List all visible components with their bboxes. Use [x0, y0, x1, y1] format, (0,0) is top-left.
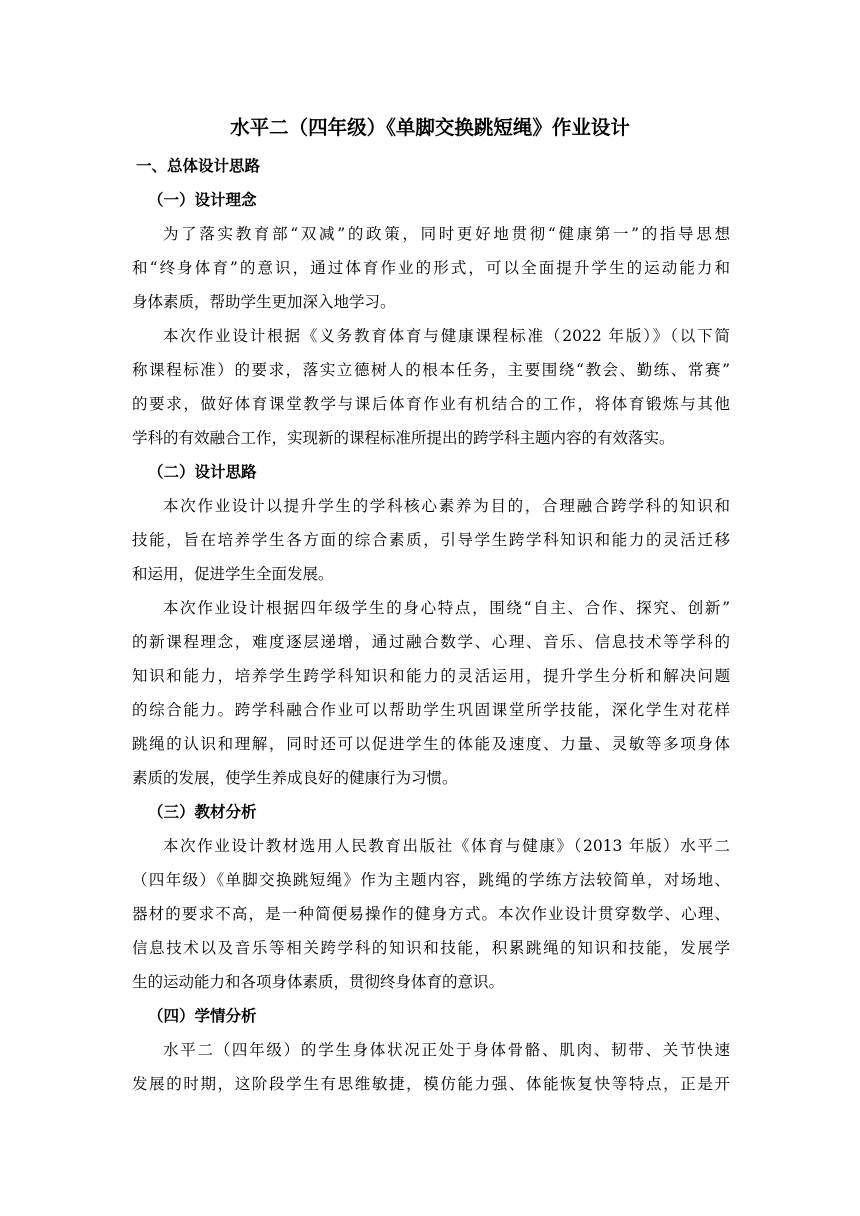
- subsection-heading-material-analysis: （三）教材分析: [148, 803, 257, 821]
- paragraph-line: 器材的要求不高，是一种简便易操作的健身方式。本次作业设计贯穿数学、心理、: [132, 905, 730, 923]
- subsection-heading-design-concept: （一）设计理念: [148, 191, 257, 209]
- paragraph-line: 的综合能力。跨学科融合作业可以帮助学生巩固课堂所学技能，深化学生对花样: [132, 701, 730, 719]
- paragraph-line: 为了落实教育部“双减”的政策，同时更好地贯彻“健康第一”的指导思想: [163, 225, 730, 243]
- document-title: 水平二（四年级）《单脚交换跳短绳》作业设计: [230, 116, 630, 139]
- paragraph-line: 称课程标准）的要求，落实立德树人的根本任务，主要围绕“教会、勤练、常赛”: [132, 361, 730, 379]
- subsection-heading-design-approach: （二）设计思路: [148, 463, 257, 481]
- paragraph-line: 本次作业设计教材选用人民教育出版社《体育与健康》（2013 年版）水平二: [163, 837, 730, 855]
- paragraph-line: 的新课程理念，难度逐层递增，通过融合数学、心理、音乐、信息技术等学科的: [132, 633, 730, 651]
- paragraph-line: 水平二（四年级）的学生身体状况正处于身体骨骼、肌肉、韧带、关节快速: [163, 1041, 730, 1059]
- paragraph-line: 技能，旨在培养学生各方面的综合素质，引导学生跨学科知识和能力的灵活迁移: [132, 531, 730, 549]
- paragraph-line: 知识和能力，培养学生跨学科知识和能力的灵活运用，提升学生分析和解决问题: [132, 667, 730, 685]
- paragraph-line: 和运用，促进学生全面发展。: [132, 565, 334, 583]
- paragraph-line: 生的运动能力和各项身体素质，贯彻终身体育的意识。: [132, 973, 505, 991]
- subsection-heading-learner-analysis: （四）学情分析: [148, 1007, 257, 1025]
- paragraph-line: 身体素质，帮助学生更加深入地学习。: [132, 293, 396, 311]
- paragraph-line: 的要求，做好体育课堂教学与课后体育作业有机结合的工作，将体育锻炼与其他: [132, 395, 730, 413]
- paragraph-line: 信息技术以及音乐等相关跨学科的知识和技能，积累跳绳的知识和技能，发展学: [132, 939, 730, 957]
- paragraph-line: 和“终身体育”的意识，通过体育作业的形式，可以全面提升学生的运动能力和: [132, 259, 730, 277]
- paragraph-line: 本次作业设计根据《义务教育体育与健康课程标准（2022 年版）》（以下简: [163, 327, 730, 345]
- paragraph-line: （四年级）《单脚交换跳短绳》作为主题内容，跳绳的学练方法较简单，对场地、: [132, 871, 730, 889]
- paragraph-line: 学科的有效融合工作，实现新的课程标准所提出的跨学科主题内容的有效落实。: [132, 429, 675, 447]
- paragraph-line: 本次作业设计根据四年级学生的身心特点，围绕“自主、合作、探究、创新”: [163, 599, 730, 617]
- section-heading-overall-design: 一、总体设计思路: [136, 157, 261, 175]
- paragraph-line: 素质的发展，使学生养成良好的健康行为习惯。: [132, 769, 458, 787]
- paragraph-line: 跳绳的认识和理解，同时还可以促进学生的体能及速度、力量、灵敏等多项身体: [132, 735, 730, 753]
- paragraph-line: 本次作业设计以提升学生的学科核心素养为目的，合理融合跨学科的知识和: [163, 497, 730, 515]
- paragraph-line: 发展的时期，这阶段学生有思维敏捷，模仿能力强、体能恢复快等特点，正是开: [132, 1075, 730, 1093]
